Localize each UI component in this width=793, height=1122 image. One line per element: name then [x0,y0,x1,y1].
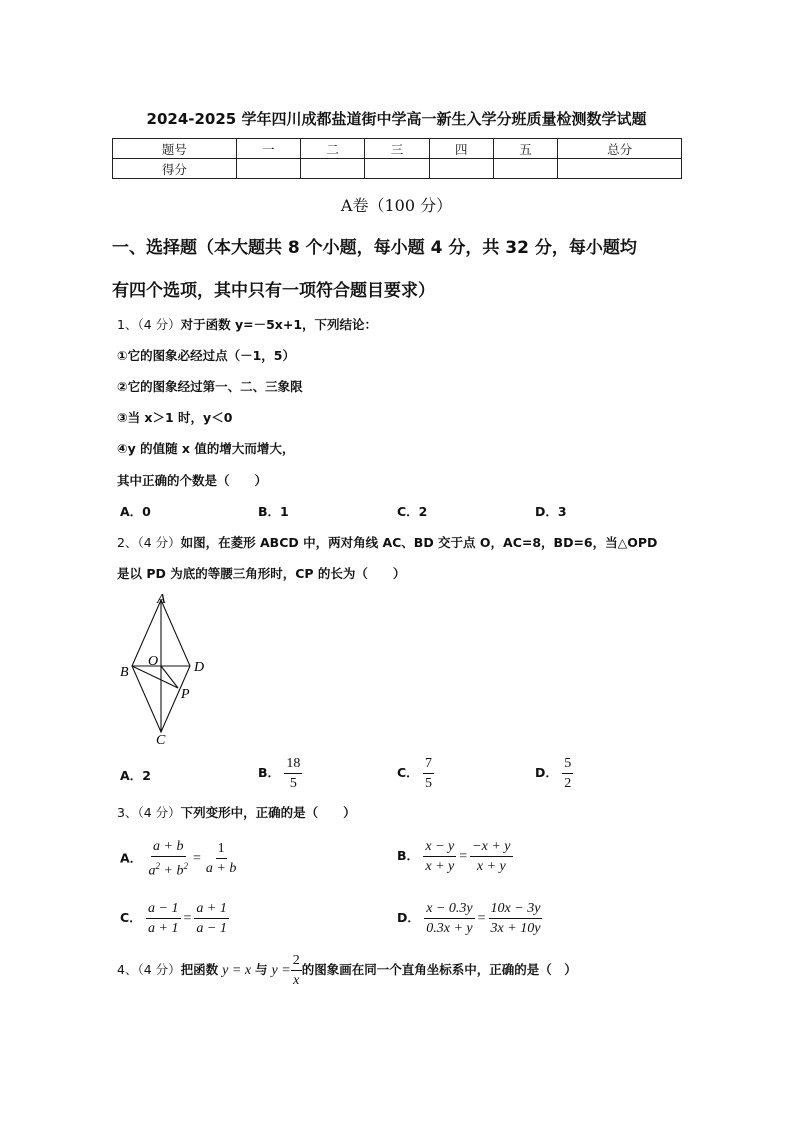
numerator: 18 [284,755,302,774]
exponent: 2 [155,861,161,871]
question-2-option-d[interactable] [535,755,573,792]
denominator: a + b [205,861,237,877]
score-cell[interactable] [558,159,682,179]
equals-sign: = [459,848,468,864]
score-cell[interactable] [365,159,429,179]
formula-lhs: y = [271,962,291,978]
denominator: x + y [425,859,455,874]
denominator: x [293,973,300,988]
score-cell[interactable] [236,159,300,179]
question-3-stem [117,803,356,821]
fraction-rhs [204,840,238,877]
question-1-option-c[interactable]: C．2 [397,504,428,519]
score-row-label: 得分 [113,159,237,179]
numerator: 2 [291,952,302,971]
rhombus-figure [112,590,222,750]
numerator: x − y [423,838,456,857]
fraction-lhs [147,838,190,880]
question-2-option-a[interactable] [120,766,151,784]
question-3-text: 下列变形中，正确的是（ ） [180,805,356,820]
equals-sign: = [477,910,486,926]
option-letter: C． [397,765,419,780]
question-2-stem-line2: 是以 PD 为底的等腰三角形时，CP 的长为（ ） [117,566,406,581]
question-4-number: 4、（4 分） [117,962,181,977]
score-header-cell: 总分 [558,139,682,159]
question-3-option-b[interactable] [397,838,513,875]
fraction-rhs [470,838,512,875]
numerator: a + b [151,838,185,857]
numerator: −x + y [470,838,512,857]
score-table-header-row [113,139,682,159]
fraction-lhs [146,900,180,937]
label-b: B [120,665,129,680]
question-2-text: 如图，在菱形 ABCD 中，两对角线 AC、BD 交于点 O，AC=8，BD=6，当△OPD [180,535,658,550]
question-1-option-b[interactable]: B．1 [258,504,289,519]
question-2-option-c[interactable] [397,755,434,792]
question-1-item: ①它的图象必经过点（－1，5） [117,348,295,363]
numerator: 5 [562,755,573,774]
exam-title: 2024-2025 学年四川成都盐道街中学高一新生入学分班质量检测数学试题 [146,110,647,128]
question-4-text: 与 [255,962,268,977]
den-term: a [148,863,156,879]
numerator: a + 1 [194,900,228,919]
denominator: a − 1 [196,921,227,936]
formula-y-eq-x: y = x [222,963,252,978]
option-letter: A． [120,768,143,783]
denominator: 2 [564,776,572,791]
numerator: 7 [423,755,434,774]
option-letter: B． [258,765,281,780]
denominator: 0.3x + y [426,921,473,936]
section-a-heading: A卷（100 分） [340,196,453,215]
equals-sign: = [183,910,192,926]
question-2-stem-line1 [117,533,657,551]
question-1-number: 1、（4 分） [117,317,181,332]
question-3-option-c[interactable] [120,900,229,937]
score-cell[interactable] [429,159,493,179]
numerator: x − 0.3y [424,900,474,919]
numerator: 10x − 3y [489,900,543,919]
question-1-ask: 其中正确的个数是（ ） [117,473,268,488]
denominator: x + y [476,859,506,874]
question-3-option-d[interactable] [397,900,542,937]
score-cell[interactable] [301,159,365,179]
question-2-option-b[interactable] [258,755,302,792]
label-p: P [181,687,190,702]
question-1-item: ③当 x＞1 时，y＜0 [117,410,233,425]
label-d: D [194,660,205,675]
question-3-option-a[interactable] [120,838,238,880]
fraction-lhs [424,900,474,937]
segment-bp [132,666,178,688]
question-1-text: 对于函数 y=－5x+1，下列结论： [180,317,378,332]
option-letter: D． [535,765,558,780]
numerator: a − 1 [146,900,180,919]
option-letter: A． [120,850,143,866]
part1-heading-line1: 一、选择题（本大题共 8 个小题，每小题 4 分，共 32 分，每小题均 [112,238,637,258]
question-2-number: 2、（4 分） [117,535,181,550]
score-header-cell: 四 [429,139,493,159]
question-1-item: ④y 的值随 x 值的增大而增大， [117,441,295,456]
question-4-text: 把函数 [180,962,219,977]
question-1-option-a[interactable]: A．0 [120,504,151,519]
question-1-stem [117,315,377,333]
label-c: C [156,733,166,748]
denominator: 5 [425,776,433,791]
fraction-rhs [489,900,543,937]
exponent: 2 [183,861,188,871]
fraction-rhs [194,900,228,937]
fraction-2-over-x [291,952,302,989]
label-o: O [148,654,159,669]
score-table-score-row [113,159,682,179]
label-a: A [157,592,166,607]
score-header-cell: 题号 [113,139,237,159]
question-4-stem [117,952,577,989]
denominator: 3x + 10y [490,921,541,936]
option-value: 2 [142,768,151,783]
den-term: + b [160,863,184,879]
score-table [112,138,682,179]
denominator [147,857,190,880]
part1-heading-line2: 有四个选项，其中只有一项符合题目要求） [112,281,435,301]
option-letter: D． [397,910,420,925]
score-cell[interactable] [493,159,557,179]
question-3-number: 3、（4 分） [117,805,181,820]
score-header-cell: 五 [493,139,557,159]
option-letter: B． [397,848,420,863]
denominator: a + 1 [148,921,179,936]
question-1-option-d[interactable]: D．3 [535,504,567,519]
fraction [284,755,302,792]
question-4-text: 的图象画在同一个直角坐标系中，正确的是（ ） [301,962,577,977]
score-header-cell: 三 [365,139,429,159]
denominator: 5 [289,776,297,791]
score-header-cell: 一 [236,139,300,159]
fraction-lhs [423,838,456,875]
option-letter: C． [120,910,142,925]
equals-sign: = [193,850,201,866]
score-header-cell: 二 [301,139,365,159]
question-1-item: ②它的图象经过第一、二、三象限 [117,379,303,394]
numerator: 1 [216,840,227,859]
fraction [562,755,573,792]
fraction [423,755,434,792]
segment-op [161,666,178,688]
